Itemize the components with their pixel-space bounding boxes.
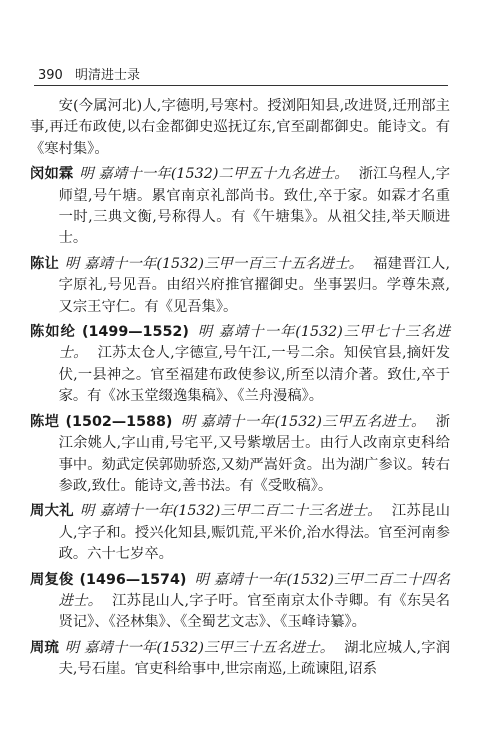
entry-meta: 明 嘉靖十一年(1532)三甲二百二十四名进士。 bbox=[58, 571, 450, 609]
entry-name: 周大礼 bbox=[30, 503, 74, 520]
entry-name: 陈垲 bbox=[30, 413, 60, 430]
continuation-paragraph: 安(今属河北)人,字德明,号寒村。授浏阳知县,改进贤,迁刑部主事,再迁布政使,以右金都御史巡抚辽东,官至副都御史。能诗文。有《寒村集》。 bbox=[30, 98, 450, 157]
running-head bbox=[38, 64, 140, 83]
entry-description: 福建晋江人,字原礼,号见吾。由绍兴府推官擢御史。坐事罢归。学尊朱熹,又宗王守仁。有《见吾集》。 bbox=[58, 255, 450, 315]
entry-3 bbox=[30, 412, 450, 498]
entry-name: 闵如霖 bbox=[30, 166, 74, 183]
entry-years: (1496—1574) bbox=[79, 571, 187, 588]
entry-meta: 明 嘉靖十一年(1532)二甲五十九名进士。 bbox=[79, 166, 349, 183]
entry-name: 周复俊 bbox=[30, 571, 74, 588]
entry-6 bbox=[30, 638, 450, 681]
entry-2 bbox=[30, 322, 450, 408]
entry-0 bbox=[30, 164, 450, 250]
entry-meta: 明 嘉靖十一年(1532)三甲一百三十五名进士。 bbox=[64, 255, 364, 272]
entry-description: 湖北应城人,字润夫,号石崖。官吏科给事中,世宗南巡,上疏谏阻,诏系 bbox=[58, 639, 450, 678]
book-title: 明清进士录 bbox=[74, 68, 140, 83]
entry-name: 陈让 bbox=[30, 255, 59, 272]
entry-name: 周琉 bbox=[30, 639, 59, 656]
entry-meta: 明 嘉靖十一年(1532)三甲五名进士。 bbox=[180, 413, 426, 430]
entry-1 bbox=[30, 254, 450, 318]
entry-description: 浙江乌程人,字师望,号午塘。累官南京礼部尚书。致仕,卒于家。如霖才名重一时,三典文衡,号称得人。有《午塘集》。从祖父挂,举天顺进士。 bbox=[58, 166, 451, 247]
entry-meta: 明 嘉靖十一年(1532)三甲三十五名进士。 bbox=[64, 639, 335, 656]
entry-years: (1499—1552) bbox=[81, 324, 189, 341]
body-text bbox=[30, 96, 450, 685]
entry-name: 陈如纶 bbox=[30, 324, 76, 341]
entry-years: (1502—1588) bbox=[65, 413, 173, 430]
entry-5 bbox=[30, 570, 450, 634]
entry-meta: 明 嘉靖十一年(1532)三甲七十三名进士。 bbox=[58, 324, 451, 362]
entry-meta: 明 嘉靖十一年(1532)三甲二百二十三名进士。 bbox=[79, 503, 382, 520]
header-rule bbox=[34, 85, 448, 86]
entry-4 bbox=[30, 501, 450, 565]
page-number: 390 bbox=[38, 68, 63, 83]
entry-description: 江苏太仓人,字德宣,号午江,一号二余。知侯官县,摘奸发伏,一县神之。官至福建布政使参议,所至以清介著。致仕,卒于家。有《冰玉堂缀逸集稿》、《兰舟漫稿》。 bbox=[58, 345, 450, 405]
entry-description: 江苏昆山人,字子和。授兴化知县,赈饥荒,平米价,治水得法。官至河南参政。六十七岁卒。 bbox=[58, 503, 451, 563]
entry-description: 江苏昆山人,字子吁。官至南京太仆寺卿。有《东吴名贤记》、《泾林集》、《全蜀艺文志》、《玉峰诗纂》。 bbox=[58, 592, 450, 631]
entry-description: 浙江余姚人,字山甫,号宅平,又号紫墩居士。由行人改南京吏科给事中。劾武定侯郭勋骄恣,又劾严嵩奸贪。出为湖广参议。转右参政,致仕。能诗文,善书法。有《受畋稿》。 bbox=[58, 413, 450, 494]
